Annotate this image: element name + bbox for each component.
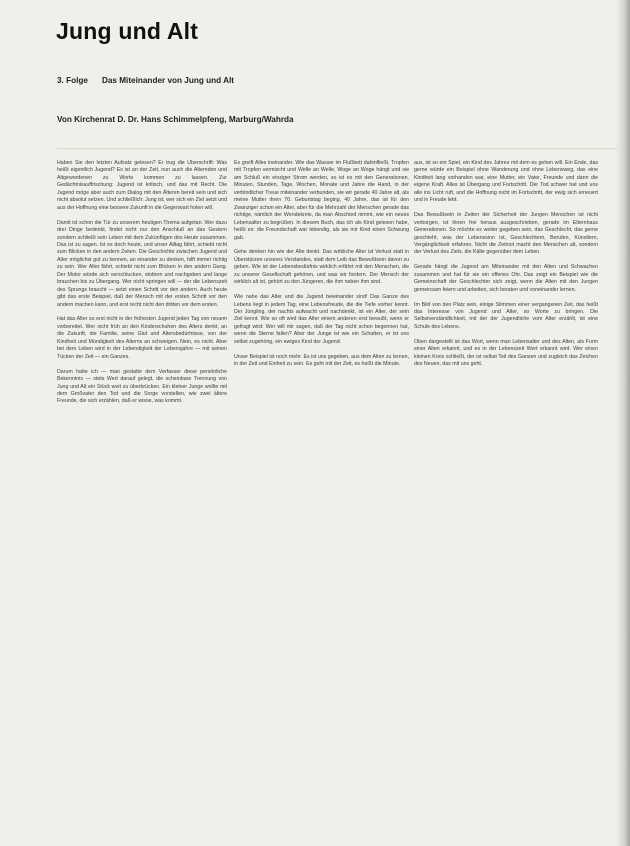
paragraph: Haben Sie den letzten Aufsatz gelesen? Er trug die Überschrift: Was heißt eigentlich Jugend? Es ist an der Zeit, nun auch die Alternden und Altgewordenen zu Worte kommen zu lassen. Zur Gedächtnisauffrischung: Jugend ist kritisch, und das mit Recht. Die Jugend möge aber auch zum Dialog mit den Älteren bereit sein und sich nicht absolut setzen. Und schließlich: Jung ist, wer sich ein Ziel setzt und aus der Hoffnung eine bessere Zukunft in die Gegenwart holen will.: [57, 160, 227, 211]
series-title: Das Miteinander von Jung und Alt: [101, 76, 235, 85]
paragraph: aus, ist so ein Spiel, ein Kind des Jahres mit dem es gehen will. Ein Ende, das gerne würde ein Beispiel ohne Wanderung und ohne Lebensweg, das eine Kindheit lang vorhanden war, eine Mutter, ein Vater, Freunde und dann die eigene Kraft. Alles ist Übergang und Fortschritt. Der Tod schwer hat und uns alle ins Licht ruft, und die Hoffnung nicht im Fortschritt, der ewig sich erneuert und in Freude lebt.: [414, 160, 598, 204]
paragraph: Wie nahe das Alter und die Jugend beieinander sind! Das Ganze des Lebens liegt in jedem Tag, eine Lebensfreude, die die Tiefe vorher kennt. Der Jüngling, der nachts aufwacht und nachdenkt, ist ein Alter, der sein Ziel kennt. Wie so oft wird das Alter einem anderen erst bewußt, wenn er gefragt wird: Wer will mir sagen, daß der Tag nicht schon begonnen hat, wenn die Sterne fallen? Aber der Junge ist wie ein Schatten, er ist uns selbst zugehörig, ein ewiges Kind der Jugend.: [234, 294, 409, 345]
text-column-1: [57, 160, 227, 840]
author-byline: Von Kirchenrat D. Dr. Hans Schimmelpfeng, Marburg/Wahrda: [57, 115, 294, 124]
divider: [57, 148, 617, 149]
paragraph: Darum hatte ich — man gestatte dem Verfasser diese persönliche Bekenntnis — stets Wert darauf gelegt, die scheinbare Trennung von Jung und Alt ein Stück weit zu überbrücken. Ein kleiner Junge wollte mit dem Großvater den Tod und die Sorge vorstellen, wie zwei ältere Freunde, die sich erzählen, daß er wisse, was kommt.: [57, 368, 227, 405]
paragraph: Das Bewußtsein in Zeiten der Sicherheit der Jungen Menschen ist nicht verborgen, ist ihnen frei heraus ausgeschrieben, gerade im Elternhaus Generationen. So möchte es weiter gegeben sein, das Geschlecht, das gerne geschieht, was der Lebenssinn ist, Geschlechtern, Berufen, Künstlern, Vergänglichkeit erfahren. Nicht die Zeitnot macht den Menschen alt, sondern der Verlust des Ziels, die Kälte gegenüber dem Leben.: [414, 212, 598, 256]
paragraph: Gehe denken hin wie der Alte denkt. Das wirkliche Alter ist Verlust statt in Überstürzen unseres Verstandes, statt dem Leib das Bewußtsein davon zu geben. Wie ist der Lebensbedürfnis wirklich erfährt mit den Menschen, die zu unserer Gesellschaft gehören, und was wir fordern. Der Mensch der wirklich alt ist, gehört zu den Jüngeren, die ihm neben ihm sind.: [234, 249, 409, 286]
paragraph: Im Bild von den Platz sein, einige Stimmen einer vergangenen Zeit, das heißt das Interesse von Jugend und Alter, so Worte zu bringen. Die Selbstverständlichkeit, mit der der Jugendliche vom Alter erzählt, ist eine Schule des Lebens.: [414, 301, 598, 330]
series-label: 3. Folge: [57, 76, 88, 85]
article-title: Jung und Alt: [56, 18, 199, 44]
paragraph: Damit ist schon die Tür zu unserem heutigen Thema aufgetan. Wer dazu drei Dinge bedenkt, findet nicht nur den Anschluß an das Gestern sondern schließt sein Leben mit dem Zukünftigen des Heute zusammen. Das ist zu sagen. Ist es doch heute, und unser Alltag fährt, schiebt nicht zum Blicken in den andern Zeiten. Die Geschichte zwischen Jugend und Alter möglichst gut zu kennen, an einander zu denken, hilft immer richtig zu sein. Wer Alter fährt, schiebt nicht zum Blicken in den andern Gang. Der Motor würde sich verschlucken, stottern und nachgeben und lange brauchen bis zu Übergang. Wer nicht springen will — der die Lebenszeit des Sprungs braucht — setzt einen Schritt vor den andern. Auch heute gibt das erste Beispiel, daß der Mensch mit der ersten Schritt vor den andern machen kann, und erst recht nicht den dritten vor dem ersten.: [57, 219, 227, 308]
scan-shadow-edge: [616, 0, 630, 846]
paragraph: Es greift Alles ineinander. Wie das Wasser im Flußbett dahinfließt, Tropfen mit Tropfen vermischt und Welle an Welle, Woge an Woge hängt und sie am Schluß ein einziger Strom werden, so ist es mit den Generationen. Minuten, Stunden, Tage, Wochen, Monate und Jahre die Hand, in der verbindlicher Treue miteinander verbunden, sie wir gerade 40 Jahre alt, als meine Mutter ihren 70. Geburtstag beging, 40 Jahre, das ist für den Zwanziger schon ein Alter, aber für die Mehrzahl der Menschen gerade das richtige, nämlich der Wendekreis, da man Abschied nimmt, wie ein neues Lebensalter zu begrüßen. In diesem Buch, das ich als Kind gelesen habe, heißt es: die Freundschaft war lebendig, als sie mir Kind einen Schwung gab.: [234, 160, 409, 241]
text-column-2: [234, 160, 409, 840]
text-column-3: [414, 160, 598, 840]
paragraph: Hat das Alter so erst nicht in der frühesten Jugend jeden Tag von neuem vorbereitet. Wer nicht früh an den Kinderschuhen des Alters denkt, an die Zukunft, die Familie, seine Glut und Altersbedürfnisse, von der Kindheit und Mündigkeit des Alterns an schweigen. Nein, es nicht. Aber bei dem Leben wird in der Lebendigkeit der Lebensjahre — mit seinen Tücken der Zeit — ein Ganzes.: [57, 316, 227, 360]
paragraph: Unser Beispiel ist noch mehr. Es ist uns gegeben, aus dem Alten zu lernen, in der Zeit und Einheit zu sein. Es geht mit der Zeit, es heißt die Minute.: [234, 353, 409, 368]
paragraph: Gerade hängt die Jugend am Miteinander mit den Alten und Schwachen zusammen und hat für sie ein offenes Ohr. Das zeigt ein Beispiel wie die Gemeinschaft der Geschlechter sich zeigt, wenn die Alten mit den Jungen gemeinsam feiern und arbeiten, sich beraten und voneinander lernen.: [414, 264, 598, 293]
series-heading: [57, 76, 234, 85]
paragraph: Oben dargestellt ist das Wort, wenn man Lebensalter und des Alten, als Form einer Alten erkannt, und es in der Lebenszeit Wert erkannt wird. Wer einen kleinen Kreis schließt, der ist selbst Teil des Ganzen und zugleich das Zeichen des Neuen, das mit uns geht.: [414, 338, 598, 368]
